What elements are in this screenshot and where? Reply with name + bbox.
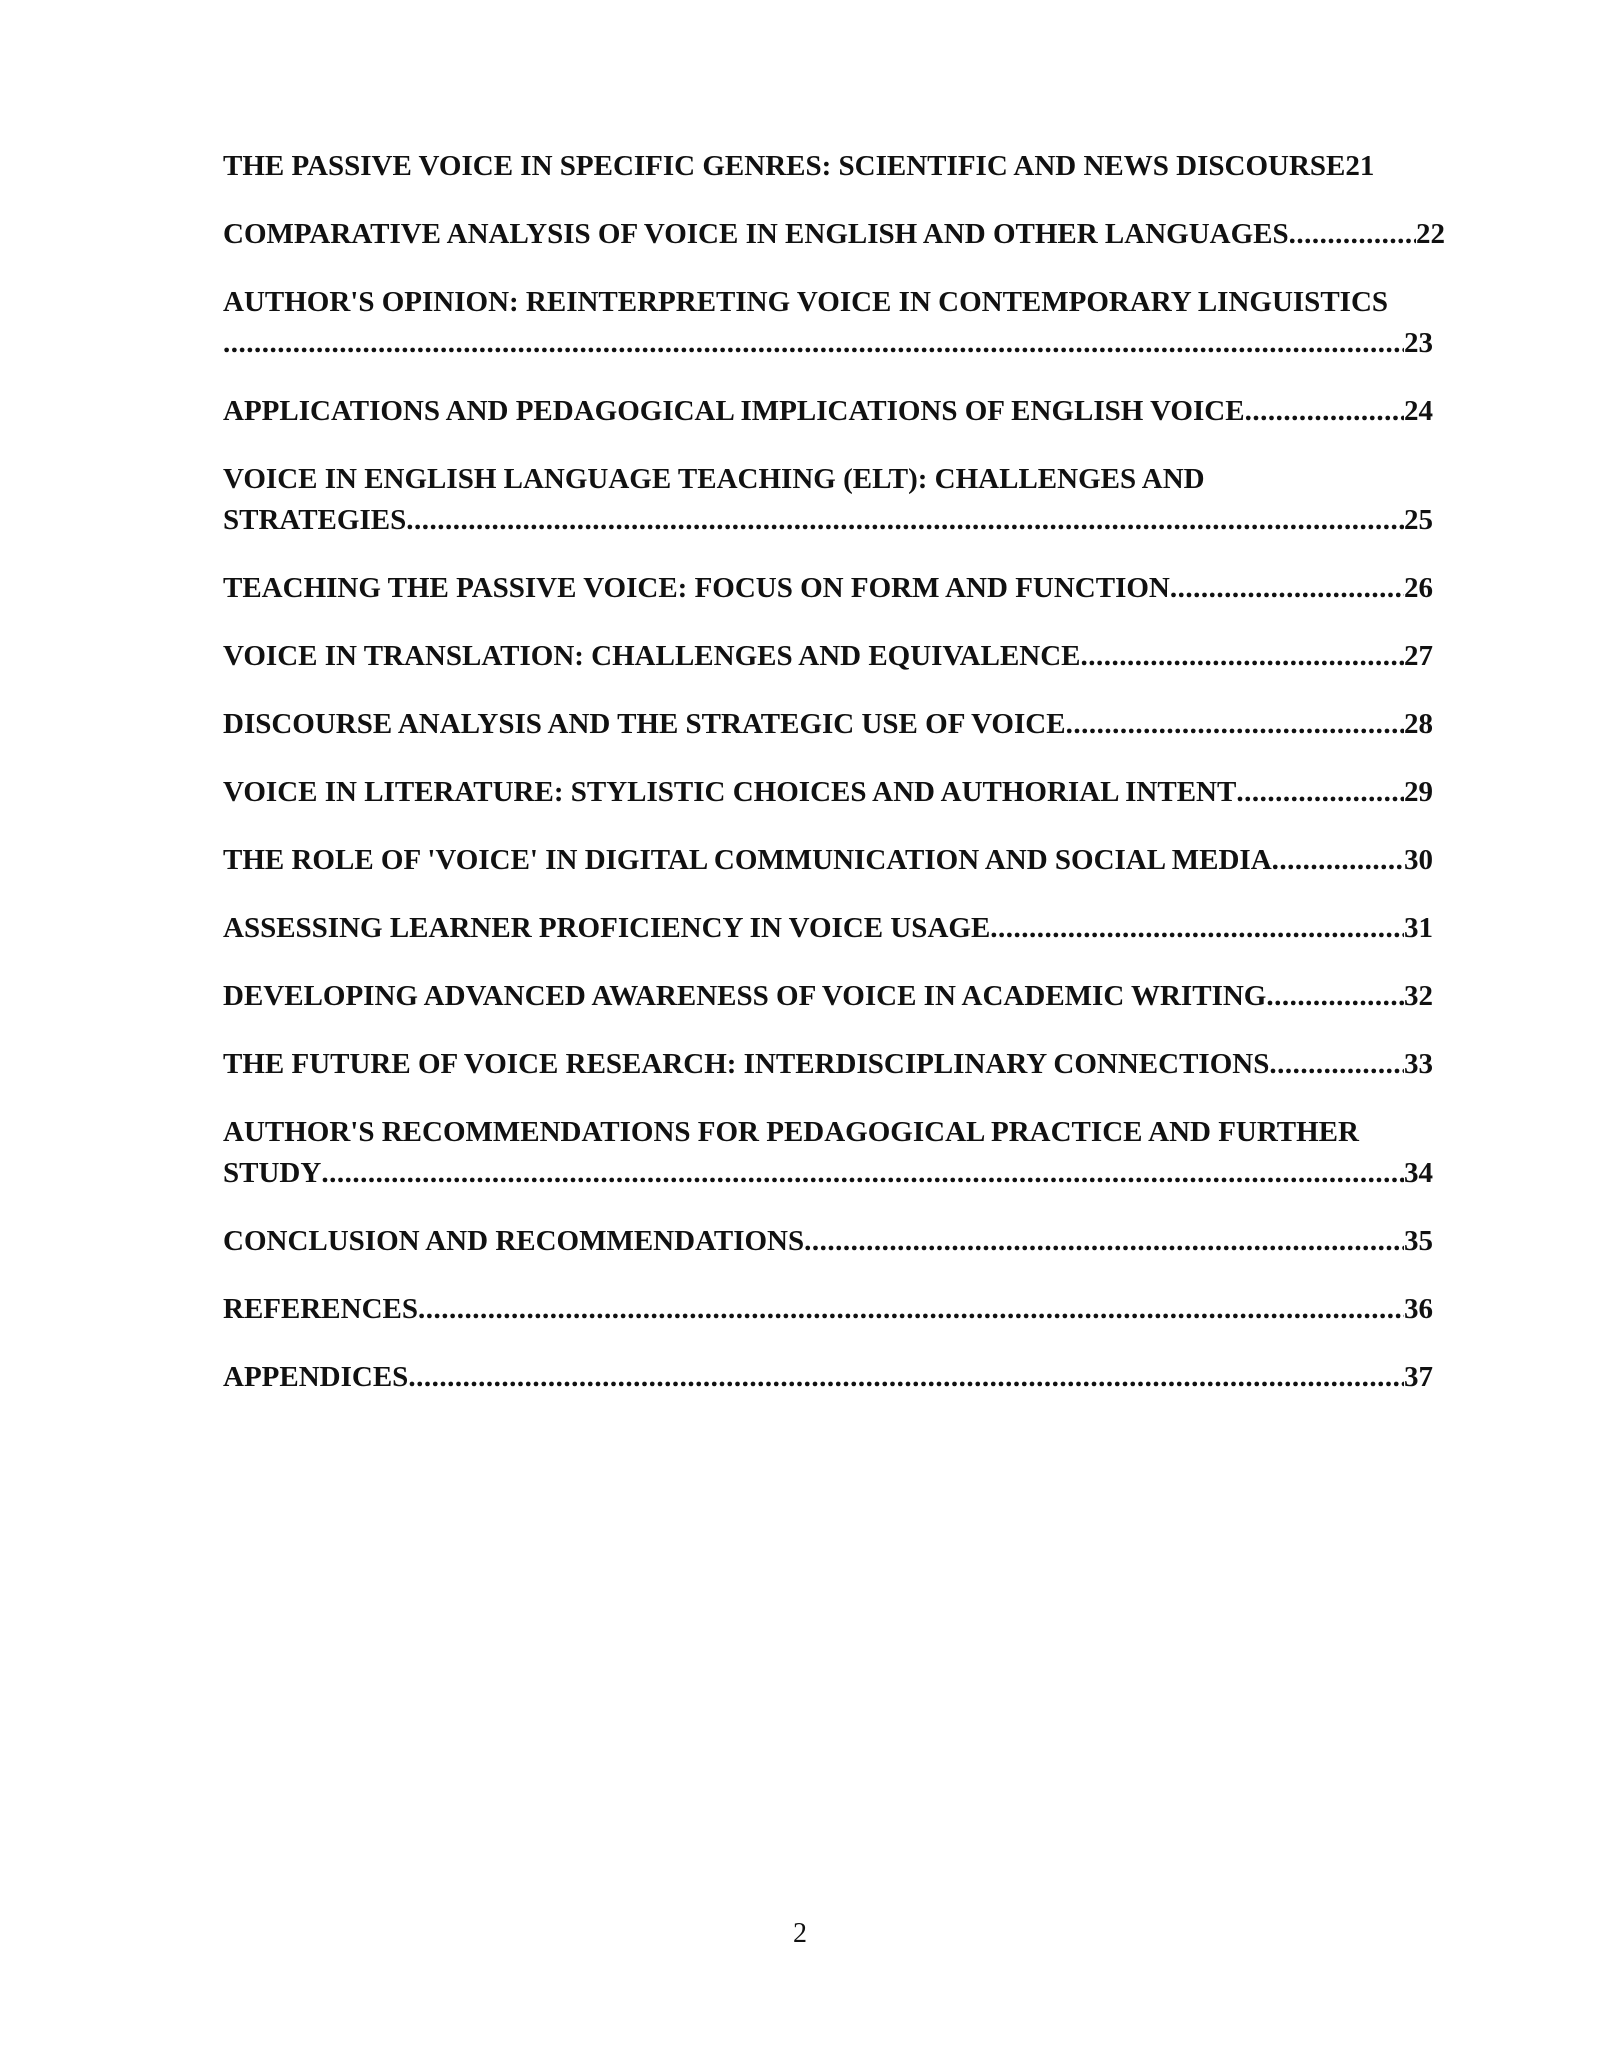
toc-entry-title: TEACHING THE PASSIVE VOICE: FOCUS ON FORM AND FUNCTION [223,572,1170,604]
toc-entry-page: 27 [1404,640,1433,672]
toc-leader-dots [1269,1044,1404,1085]
toc-entry-title: CONCLUSION AND RECOMMENDATIONS [223,1225,805,1257]
toc-leader-dots [1066,704,1404,745]
toc-entry-title: AUTHOR'S OPINION: REINTERPRETING VOICE IN CONTEMPORARY LINGUISTICS [223,286,1389,318]
toc-entry[interactable] [223,568,1445,609]
toc-entry-page: 32 [1404,980,1433,1012]
toc-entry[interactable] [223,1221,1445,1262]
toc-entry-page: 25 [1404,504,1433,536]
toc-leader-dots [1245,391,1404,432]
toc-entry[interactable] [223,1112,1445,1194]
toc-entry-page: 33 [1404,1048,1433,1080]
toc-entry-title: APPLICATIONS AND PEDAGOGICAL IMPLICATIONS OF ENGLISH VOICE [223,395,1245,427]
toc-leader-dots [990,908,1404,949]
toc-entry[interactable] [223,840,1445,881]
toc-leader-dots [1081,636,1404,677]
toc-entry[interactable] [223,459,1445,541]
toc-entry[interactable] [223,214,1445,255]
toc-entry-page: 23 [1404,327,1433,359]
page-number: 2 [793,1918,807,1949]
toc-entry-page: 21 [1345,150,1375,182]
toc-entry[interactable] [223,772,1445,813]
toc-entry-page: 29 [1404,776,1433,808]
toc-leader-dots [1272,840,1404,881]
toc-entry-page: 31 [1404,912,1433,944]
toc-leader-dots [321,1153,1404,1194]
toc-entry-page: 28 [1404,708,1433,740]
toc-entry-title: COMPARATIVE ANALYSIS OF VOICE IN ENGLISH AND OTHER LANGUAGES [223,218,1289,250]
toc-entry-title: THE FUTURE OF VOICE RESEARCH: INTERDISCIPLINARY CONNECTIONS [223,1048,1270,1080]
toc-leader-dots [418,1289,1404,1330]
toc-entry-page: 36 [1404,1293,1433,1325]
toc-entry-title: APPENDICES [223,1361,409,1393]
table-of-contents [223,146,1445,1425]
toc-leader-dots [1266,976,1404,1017]
toc-entry[interactable] [223,976,1445,1017]
toc-entry-title: VOICE IN TRANSLATION: CHALLENGES AND EQUIVALENCE [223,640,1081,672]
toc-leader-dots [223,323,1404,364]
toc-entry-title: REFERENCES [223,1293,418,1325]
toc-entry-page: 22 [1416,218,1445,250]
toc-entry-title: VOICE IN ENGLISH LANGUAGE TEACHING (ELT): CHALLENGES AND [223,463,1205,495]
toc-entry[interactable] [223,1289,1445,1330]
toc-entry-title: THE PASSIVE VOICE IN SPECIFIC GENRES: SCIENTIFIC AND NEWS DISCOURSE [223,150,1346,182]
toc-entry-title: ASSESSING LEARNER PROFICIENCY IN VOICE USAGE [223,912,991,944]
toc-entry-page: 37 [1404,1361,1433,1393]
toc-leader-dots [1289,214,1416,255]
toc-entry[interactable] [223,282,1445,364]
toc-entry-page: 24 [1404,395,1433,427]
toc-entry[interactable] [223,146,1445,187]
toc-entry-page: 34 [1404,1157,1433,1189]
toc-leader-dots [1170,568,1404,609]
toc-leader-dots [804,1221,1404,1262]
toc-entry-title-continuation: STUDY [223,1157,322,1189]
toc-entry[interactable] [223,1357,1445,1398]
toc-entry-title: DEVELOPING ADVANCED AWARENESS OF VOICE IN ACADEMIC WRITING [223,980,1267,1012]
toc-entry[interactable] [223,391,1445,432]
toc-entry-page: 30 [1404,844,1433,876]
toc-entry-page: 26 [1404,572,1433,604]
toc-entry[interactable] [223,908,1445,949]
toc-entry[interactable] [223,704,1445,745]
toc-entry-title: THE ROLE OF 'VOICE' IN DIGITAL COMMUNICATION AND SOCIAL MEDIA [223,844,1272,876]
toc-entry-title: VOICE IN LITERATURE: STYLISTIC CHOICES AND AUTHORIAL INTENT [223,776,1237,808]
toc-entry-page: 35 [1404,1225,1433,1257]
toc-entry-title-continuation: STRATEGIES [223,504,407,536]
toc-entry-title: DISCOURSE ANALYSIS AND THE STRATEGIC USE OF VOICE [223,708,1066,740]
toc-entry[interactable] [223,636,1445,677]
toc-entry[interactable] [223,1044,1445,1085]
toc-leader-dots [1236,772,1404,813]
toc-leader-dots [406,500,1404,541]
toc-leader-dots [408,1357,1404,1398]
toc-entry-title: AUTHOR'S RECOMMENDATIONS FOR PEDAGOGICAL PRACTICE AND FURTHER [223,1116,1359,1148]
